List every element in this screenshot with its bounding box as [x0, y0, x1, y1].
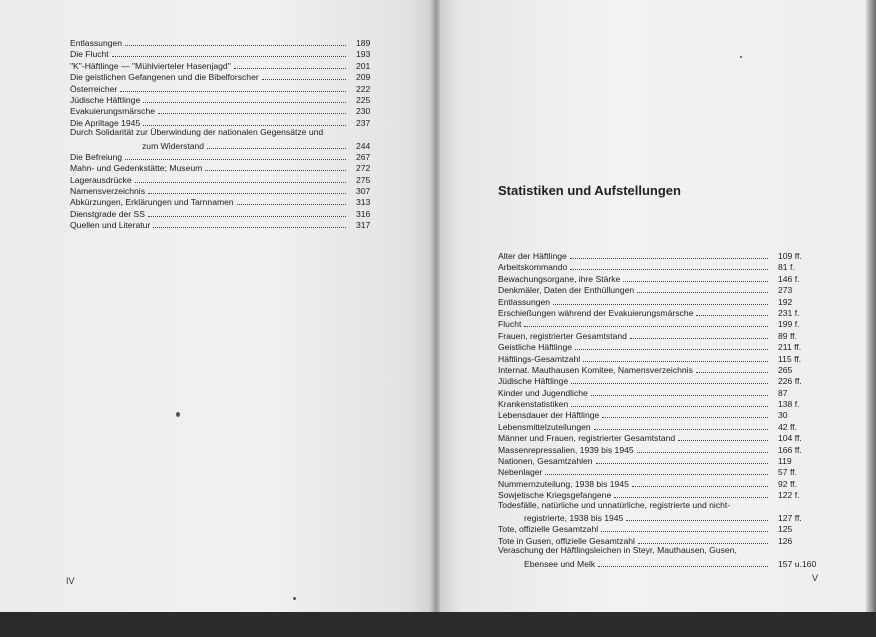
- toc-entry-label: Dienstgrade der SS: [70, 208, 145, 219]
- toc-entry: [70, 161, 388, 172]
- toc-entry-label: zum Widerstand: [142, 140, 205, 151]
- paper-speck: [740, 56, 742, 58]
- toc-entry: [498, 295, 818, 306]
- toc-entry: [498, 511, 818, 522]
- toc-entry: [70, 173, 388, 184]
- toc-entry: [70, 59, 388, 70]
- left-toc-list: [70, 36, 388, 230]
- toc-entry-label: Entlassungen: [498, 296, 551, 307]
- toc-entry-label: Mahn- und Gedenkstätte; Museum: [70, 163, 203, 174]
- toc-entry-page: 138 f.: [778, 399, 800, 410]
- toc-entry-label: Nationen, Gesamtzahlen: [498, 456, 593, 467]
- toc-entry: [498, 306, 818, 317]
- dot-leader: [112, 47, 346, 57]
- toc-entry-page: 125: [778, 524, 793, 535]
- page-edge: [866, 0, 876, 612]
- toc-entry-label: Flucht: [498, 319, 522, 330]
- toc-entry: [498, 249, 818, 260]
- toc-entry-label: "K"-Häftlinge — "Mühlvierteler Hasenjagd": [70, 60, 231, 71]
- dot-leader: [237, 195, 346, 205]
- toc-entry-page: 30: [778, 410, 788, 421]
- page-number-right: V: [812, 573, 819, 583]
- toc-entry-label: Internat. Mauthausen Komitee, Namensverzeichnis: [498, 364, 693, 375]
- toc-entry: [70, 36, 388, 47]
- dot-leader: [158, 104, 346, 114]
- toc-entry-label: Männer und Frauen, registrierter Gesamtstand: [498, 433, 676, 444]
- toc-entry: [498, 283, 818, 294]
- toc-entry: [70, 207, 388, 218]
- dot-leader: [148, 207, 346, 217]
- toc-entry: [70, 93, 388, 104]
- toc-entry-page: 209: [356, 72, 371, 83]
- dot-leader: [596, 454, 768, 464]
- toc-entry: [498, 374, 818, 385]
- toc-entry: [498, 557, 818, 568]
- toc-entry: [498, 477, 818, 488]
- toc-entry: [498, 317, 818, 328]
- toc-entry-label: Die Befreiung: [70, 151, 123, 162]
- toc-entry: [70, 150, 388, 161]
- toc-entry-page: 115 ff.: [778, 353, 802, 364]
- page-number-left: IV: [66, 576, 75, 586]
- toc-entry-label: Geistliche Häftlinge: [498, 342, 573, 353]
- table-surface: [0, 612, 876, 637]
- section-title: Statistiken und Aufstellungen: [498, 183, 681, 198]
- toc-entry: [70, 127, 388, 138]
- toc-entry-label: registrierte, 1938 bis 1945: [524, 512, 624, 523]
- paper-speck: [176, 412, 180, 417]
- toc-entry-page: 104 ff.: [778, 433, 802, 444]
- toc-entry: [70, 218, 388, 229]
- toc-entry-label: Lebensdauer der Häftlinge: [498, 410, 600, 421]
- dot-leader: [524, 317, 768, 327]
- toc-entry-label: Abkürzungen, Erklärungen und Tarnnamen: [70, 197, 234, 208]
- toc-entry-label: Lebensmittelzuteilungen: [498, 421, 591, 432]
- dot-leader: [135, 173, 346, 183]
- toc-entry-label: Die Apriltage 1945: [70, 117, 141, 128]
- toc-entry: [70, 116, 388, 127]
- toc-entry-page: 122 f.: [778, 490, 800, 501]
- toc-entry-page: 272: [356, 163, 371, 174]
- toc-entry: [498, 363, 818, 374]
- dot-leader: [205, 161, 346, 171]
- toc-entry-label: Ebensee und Melk: [524, 558, 596, 569]
- right-toc-list: [498, 249, 818, 568]
- dot-leader: [638, 534, 768, 544]
- dot-leader: [678, 431, 768, 441]
- toc-entry-page: 127 ff.: [778, 512, 802, 523]
- toc-entry-page: 307: [356, 186, 371, 197]
- dot-leader: [125, 36, 346, 46]
- dot-leader: [207, 139, 346, 149]
- toc-entry-page: 57 ff.: [778, 467, 797, 478]
- toc-entry-page: 193: [356, 49, 371, 60]
- toc-entry-page: 275: [356, 174, 371, 185]
- dot-leader: [545, 465, 768, 475]
- toc-entry-label: Quellen und Literatur: [70, 220, 151, 231]
- dot-leader: [553, 295, 768, 305]
- paper-speck: [293, 597, 296, 600]
- dot-leader: [632, 477, 768, 487]
- toc-entry-page: 267: [356, 151, 371, 162]
- toc-entry: [70, 47, 388, 58]
- toc-entry: [498, 488, 818, 499]
- toc-entry-label: Arbeitskommando: [498, 262, 568, 273]
- toc-entry: [498, 522, 818, 533]
- toc-entry-page: 211 ff.: [778, 342, 802, 353]
- toc-entry-page: 230: [356, 106, 371, 117]
- dot-leader: [630, 329, 768, 339]
- toc-entry-page: 225: [356, 94, 371, 105]
- toc-entry-page: 201: [356, 60, 371, 71]
- toc-entry-label: Lagerausdrücke: [70, 174, 132, 185]
- toc-entry: [498, 397, 818, 408]
- dot-leader: [570, 260, 768, 270]
- dot-leader: [696, 306, 768, 316]
- toc-entry-page: 109 ff.: [778, 251, 802, 261]
- dot-leader: [602, 408, 768, 418]
- toc-entry: [498, 386, 818, 397]
- toc-entry-label: Krankenstatistiken: [498, 399, 569, 410]
- toc-entry-label: Österreicher: [70, 83, 118, 94]
- toc-entry: [498, 340, 818, 351]
- dot-leader: [570, 249, 768, 259]
- toc-entry-label: Jüdische Häftlinge: [498, 376, 569, 387]
- dot-leader: [601, 522, 768, 532]
- toc-entry-page: 273: [778, 285, 793, 296]
- toc-entry: [70, 139, 388, 150]
- toc-entry-label: Denkmäler, Daten der Enthüllungen: [498, 285, 635, 296]
- dot-leader: [148, 184, 346, 194]
- dot-leader: [696, 363, 768, 373]
- toc-entry-page: 317: [356, 220, 371, 231]
- dot-leader: [637, 283, 768, 293]
- toc-entry-label: Jüdische Häftlinge: [70, 94, 141, 105]
- toc-entry-label: Die Flucht: [70, 49, 109, 60]
- toc-entry-page: 87: [778, 387, 788, 398]
- toc-entry: [70, 70, 388, 81]
- dot-leader: [153, 218, 346, 228]
- toc-entry: [498, 454, 818, 465]
- toc-entry-label: Todesfälle, natürliche und unnatürliche, registrierte und nicht-: [498, 499, 731, 510]
- dot-leader: [120, 82, 346, 92]
- toc-entry: [70, 82, 388, 93]
- toc-entry-page: 222: [356, 83, 371, 94]
- toc-entry-label: Tote in Gusen, offizielle Gesamtzahl: [498, 535, 635, 546]
- toc-entry-label: Evakuierungsmärsche: [70, 106, 156, 117]
- dot-leader: [594, 420, 768, 430]
- toc-entry-label: Nebenlager: [498, 467, 543, 478]
- toc-entry-label: Erschießungen während der Evakuierungsmärsche: [498, 307, 694, 318]
- toc-entry-label: Sowjetische Kriegsgefangene: [498, 490, 612, 501]
- toc-entry-label: Bewachungsorgane, ihre Stärke: [498, 273, 621, 284]
- toc-entry-page: 119: [778, 456, 792, 467]
- toc-entry-page: 146 f.: [778, 273, 800, 284]
- toc-entry: [498, 352, 818, 363]
- dot-leader: [143, 116, 346, 126]
- toc-entry-label: Entlassungen: [70, 38, 123, 48]
- toc-entry-page: 199 f.: [778, 319, 800, 330]
- dot-leader: [234, 59, 346, 69]
- toc-entry: [70, 195, 388, 206]
- toc-entry-label: Kinder und Jugendliche: [498, 387, 588, 398]
- toc-entry: [498, 420, 818, 431]
- toc-entry-page: 231 f.: [778, 307, 800, 318]
- toc-entry-page: 89 ff.: [778, 330, 797, 341]
- dot-leader: [623, 272, 768, 282]
- dot-leader: [591, 386, 768, 396]
- toc-entry-page: 189: [356, 38, 371, 48]
- toc-entry-page: 126: [778, 535, 793, 546]
- toc-entry-page: 92 ff.: [778, 478, 797, 489]
- toc-entry-label: Die geistlichen Gefangenen und die Bibelforscher: [70, 72, 259, 83]
- toc-entry-label: Häftlings-Gesamtzahl: [498, 353, 581, 364]
- toc-entry-page: 42 ff.: [778, 421, 797, 432]
- dot-leader: [262, 70, 346, 80]
- toc-entry-label: Durch Solidarität zur Überwindung der nationalen Gegensätze und: [70, 127, 324, 138]
- toc-entry-page: 265: [778, 364, 793, 375]
- toc-entry-page: 192: [778, 296, 793, 307]
- toc-entry: [498, 329, 818, 340]
- dot-leader: [571, 374, 768, 384]
- toc-entry: [498, 260, 818, 271]
- dot-leader: [143, 93, 346, 103]
- toc-entry: [70, 184, 388, 195]
- toc-entry-page: 81 f.: [778, 262, 795, 273]
- dot-leader: [598, 557, 768, 567]
- toc-entry-label: Tote, offizielle Gesamtzahl: [498, 524, 599, 535]
- toc-entry: [498, 443, 818, 454]
- dot-leader: [614, 488, 768, 498]
- toc-entry-label: Namensverzeichnis: [70, 186, 145, 197]
- toc-entry: [498, 465, 818, 476]
- toc-entry-page: 313: [356, 197, 371, 208]
- toc-entry-label: Alter der Häftlinge: [498, 251, 567, 261]
- dot-leader: [125, 150, 346, 160]
- toc-entry-page: 166 ff.: [778, 444, 802, 455]
- toc-entry-page: 226 ff.: [778, 376, 802, 387]
- toc-entry: [498, 272, 818, 283]
- toc-entry-label: Nummernzuteilung, 1938 bis 1945: [498, 478, 629, 489]
- dot-leader: [583, 352, 768, 362]
- toc-entry-page: 316: [356, 208, 371, 219]
- toc-entry-label: Veraschung der Häftlingsleichen in Steyr, Mauthausen, Gusen,: [498, 545, 737, 556]
- toc-entry: [498, 534, 818, 545]
- toc-entry-page: 157 u.160: [778, 558, 817, 569]
- dot-leader: [575, 340, 768, 350]
- toc-entry: [498, 431, 818, 442]
- toc-entry-page: 244: [356, 140, 371, 151]
- toc-entry-label: Massenrepressalien, 1939 bis 1945: [498, 444, 634, 455]
- dot-leader: [637, 443, 768, 453]
- toc-entry-page: 237: [356, 117, 371, 128]
- dot-leader: [626, 511, 768, 521]
- dot-leader: [571, 397, 768, 407]
- toc-entry: [70, 104, 388, 115]
- toc-entry: [498, 408, 818, 419]
- toc-entry-label: Frauen, registrierter Gesamtstand: [498, 330, 627, 341]
